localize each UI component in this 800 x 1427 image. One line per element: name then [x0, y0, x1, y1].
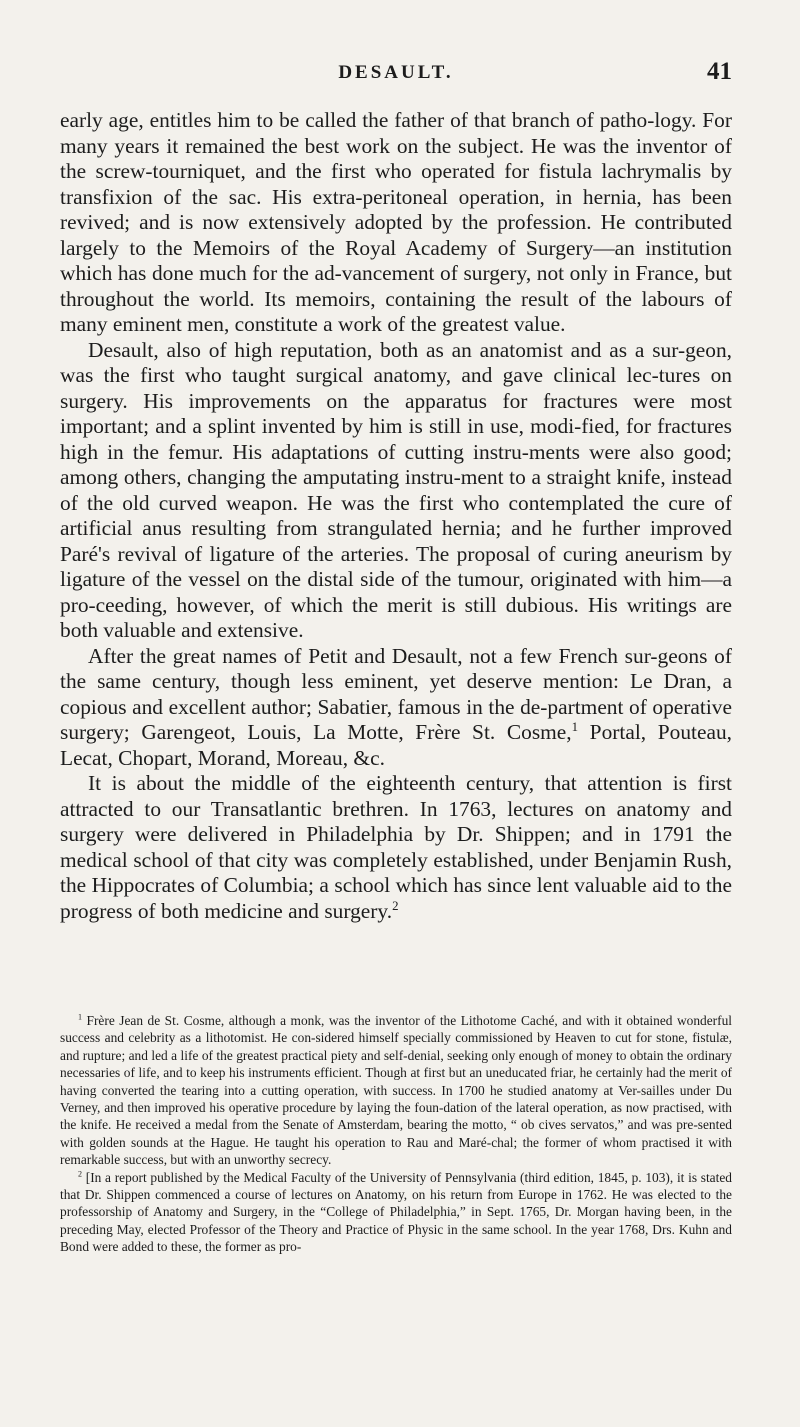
paragraph-transatlantic-text: It is about the middle of the eighteenth century, that attention is first attracted to our Transatlantic brethren. In 1763, lectures on anatomy and surgery were delivered in Philadelphia by Dr. Shippen; and in 1791 the medical school of that city was completely established, under Benjamin Rush, the Hippocrates of Columbia; a school which has since lent valuable aid to the progress of both medicine and surgery.	[60, 771, 732, 923]
paragraph-french-surgeons-start: After the great names of Petit and Desault, not a few French sur-geons of the same century, though less eminent, yet deserve mention: Le Dran, a copious and excellent author; Sabatier, famous in the de-partment of operative surgery; Garengeot, Louis, La Motte, Frère St. Cosme,	[60, 643, 732, 744]
footnote-1-marker: 1	[78, 1012, 83, 1022]
footnotes	[60, 1012, 732, 1256]
paragraph-french-surgeons	[60, 644, 732, 772]
footnote-1	[60, 1012, 732, 1169]
footnote-2	[60, 1169, 732, 1256]
footnote-2-text: [In a report published by the Medical Faculty of the University of Pennsylvania (third edition, 1845, p. 103), it is stated that Dr. Shippen commenced a course of lectures on Anatomy, on his return from Europe in 1762. He was elected to the professorship of Anatomy and Surgery, in the “College of Philadelphia,” in Sept. 1765, Dr. Morgan having been, in the preceding May, elected Professor of the Theory and Practice of Physic in the same school. In the year 1768, Drs. Kuhn and Bond were added to these, the former as pro-	[60, 1169, 732, 1255]
footnote-2-marker: 2	[78, 1169, 83, 1179]
running-head	[60, 58, 732, 92]
page-number: 41	[707, 58, 732, 85]
body-text	[60, 108, 732, 924]
paragraph-transatlantic	[60, 771, 732, 924]
paragraph-petit-continued: early age, entitles him to be called the father of that branch of patho-logy. For many years it remained the best work on the subject. He was the inventor of the screw-tourniquet, and the first who operated for fistula lachrymalis by transfixion of the sac. His extra-peritoneal operation, in hernia, has been revived; and is now extensively adopted by the profession. He contributed largely to the Memoirs of the Royal Academy of Surgery—an institution which has done much for the ad-vancement of surgery, not only in France, but throughout the world. Its memoirs, containing the result of the labours of many eminent men, constitute a work of the greatest value.	[60, 108, 732, 336]
paragraph-french-surgeons-end: Portal, Pouteau, Lecat, Chopart, Morand, Moreau, &c.	[60, 720, 733, 770]
paragraph-desault: Desault, also of high reputation, both as an anatomist and as a sur-geon, was the first who taught surgical anatomy, and gave clinical lec-tures on surgery. His improvements on the apparatus for fractures were most important; and a splint invented by him is still in use, modi-fied, for fractures high in the femur. His adaptations of cutting instru-ments were also good; among others, changing the amputating instru-ment to a straight knife, instead of the old curved weapon. He was the first who contemplated the cure of artificial anus resulting from strangulated hernia; and he further improved Paré's revival of ligature of the arteries. The proposal of curing aneurism by ligature of the vessel on the distal side of the tumour, originated with him—a pro-ceeding, however, of which the merit is still dubious. His writings are both valuable and extensive.	[60, 337, 732, 642]
footnote-ref-2[interactable]: 2	[392, 898, 399, 913]
footnote-1-text: Frère Jean de St. Cosme, although a monk, was the inventor of the Lithotome Caché, and with it obtained wonderful success and celebrity as a lithotomist. He con-sidered himself specially commissioned by Heaven to cut for stone, fistulæ, and rupture; and led a life of the greatest practical piety and self-denial, seeking only enough of money to obtain the ordinary necessaries of life, and to keep his instruments efficient. Though at first but an uneducated friar, he certainly had the merit of having converted the tearing into a cutting operation, with success. In 1700 he studied anatomy at Ver-sailles under Du Verney, and then improved his operative procedure by laying the foun-dation of the lateral operation, as now practised, with the knife. He received a medal from the Senate of Amsterdam, bearing the motto, “ ob cives servatos,” and was pre-sented with golden sounds at the Hague. He taught his operation to Rau and Maré-chal; the former of whom practised it with remarkable success, but with an unworthy secrecy.	[60, 1013, 732, 1168]
running-title: DESAULT.	[338, 62, 454, 83]
footnote-ref-1[interactable]: 1	[571, 719, 579, 734]
